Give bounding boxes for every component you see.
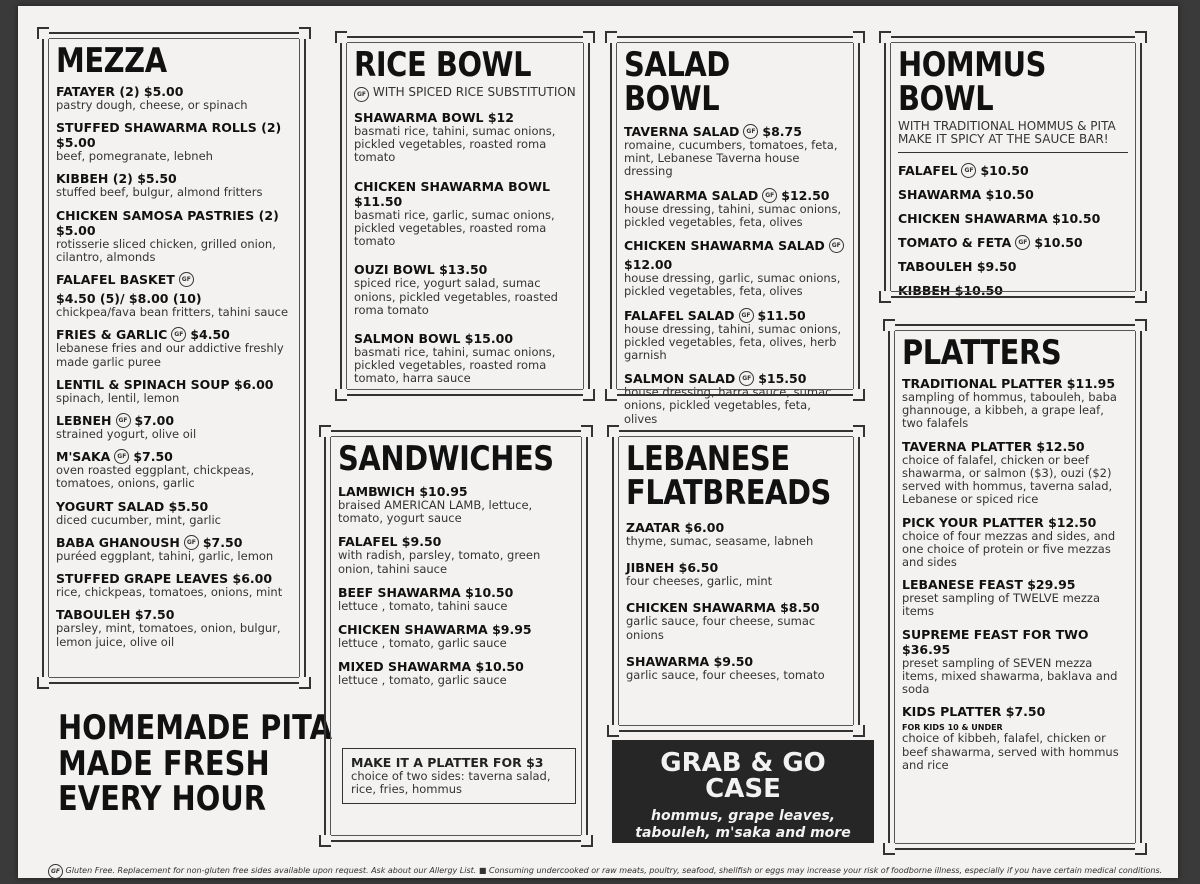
item-description: house dressing, garlic, sumac onions, pickled vegetables, feta, olives [624,271,841,299]
menu-item [338,484,574,525]
item-title: STUFFED SHAWARMA ROLLS (2) $5.00 [56,120,282,151]
gluten-free-icon: GF [961,163,976,178]
item-name [626,654,846,669]
item-name [624,188,846,203]
item-name [898,211,1128,226]
item-name [338,659,574,674]
menu-item [354,331,576,386]
item-description: preset sampling of TWELVE mezza items [902,591,1100,619]
item-title: TOMATO & FETA [898,235,1012,251]
item-name [902,515,1128,530]
menu-item [624,238,846,298]
item-title: KIBBEH (2) $5.50 [56,171,177,187]
item-name [898,187,1128,202]
mezza-section [42,32,306,684]
salad-bowl-list [624,124,846,426]
menu-item [624,124,846,179]
menu-item [624,308,846,363]
gluten-free-icon: GF [116,413,131,428]
item-description: basmati rice, tahini, sumac onions, pickled vegetables, roasted roma tomato [354,124,556,165]
item-title: FATAYER (2) $5.00 [56,84,184,99]
menu-item [56,449,292,490]
item-name [56,272,292,306]
item-name [56,499,292,514]
menu-item [626,560,846,588]
item-title: YOGURT SALAD $5.50 [56,498,209,514]
item-title: BEEF SHAWARMA $10.50 [338,584,514,600]
item-name [338,585,574,600]
item-name [902,376,1128,391]
gluten-free-icon: GF [184,535,199,550]
menu-item [898,283,1128,298]
menu-item [56,171,292,199]
gluten-free-icon: GF [48,864,63,879]
grab-and-go-banner [612,740,874,843]
rice-bowl-title: RICE BOWL [354,45,532,85]
menu-item [624,188,846,229]
menu-item [56,272,292,319]
menu-item [338,622,574,650]
platters-list [902,376,1128,772]
footer-note [48,864,1162,879]
item-description: braised AMERICAN LAMB, lettuce, tomato, yogurt sauce [338,498,533,526]
menu-item [624,371,846,426]
gluten-free-icon: GF [739,308,754,323]
gluten-free-icon: GF [114,449,129,464]
platters-section [888,324,1142,850]
mezza-list [56,84,292,649]
item-title: FALAFEL SALAD [624,307,735,323]
item-note: FOR KIDS 10 & UNDER [902,723,1003,733]
item-price: $4.50 [190,327,230,343]
item-description: chickpea/fava bean fritters, tahini sauce [56,305,289,320]
item-name [56,571,292,586]
item-description: choice of four mezzas and sides, and one choice of protein or five mezzas and sides [902,528,1116,569]
menu-item [902,627,1128,697]
salad-bowl-title: SALAD BOWL [624,45,730,119]
item-price: $10.50 [980,163,1029,179]
menu-item [56,120,292,163]
item-title: CHICKEN SHAWARMA $8.50 [626,600,820,616]
pita-line-1: HOMEMADE PITA [58,708,332,748]
rice-bowl-section [340,36,590,396]
item-description: rotisserie sliced chicken, grilled onion, cilantro, almonds [56,236,276,264]
item-title: SHAWARMA $9.50 [626,653,754,669]
item-price: $7.50 [202,534,243,550]
sandwiches-title: SANDWICHES [338,439,554,479]
item-title: OUZI BOWL $13.50 [354,262,488,278]
flatbreads-title-1: LEBANESE [626,439,790,479]
item-price: $15.50 [758,371,807,387]
item-name [56,327,292,342]
item-description: stuffed beef, bulgur, almond fritters [56,185,263,200]
item-title: TAVERNA SALAD [624,124,740,139]
hommus-subtitle-2: MAKE IT SPICY AT THE SAUCE BAR! [898,132,1109,147]
item-title: SHAWARMA SALAD [624,187,759,203]
hommus-bowl-title: HOMMUS BOWL [898,45,1047,119]
homemade-pita-banner [58,708,332,820]
item-title: LENTIL & SPINACH SOUP $6.00 [56,376,274,392]
item-description: sampling of hommus, tabouleh, baba ghannouge, a kibbeh, a grape leaf, two falafels [902,390,1117,431]
menu-item [56,208,292,264]
menu-item [338,585,574,613]
item-description: with radish, parsley, tomato, green onion, tahini sauce [338,548,541,576]
menu-item [56,413,292,441]
item-description: house dressing, tahini, sumac onions, pickled vegetables, feta, olives, herb garnish [624,321,842,362]
item-name [626,600,846,615]
divider [898,152,1128,153]
item-title: FRIES & GARLIC [56,327,168,343]
menu-item [354,262,576,317]
item-name [902,439,1128,454]
item-description: house dressing, tahini, sumac onions, pickled vegetables, feta, olives [624,201,842,229]
sandwiches-list [338,484,574,688]
menu-item [338,534,574,575]
item-price: $12.50 [781,187,830,203]
item-description: spiced rice, yogurt salad, sumac onions, pickled vegetables, roasted roma tomato [354,276,558,317]
item-name [338,622,574,637]
item-title: SHAWARMA $10.50 [898,187,1034,203]
gluten-free-icon: GF [171,327,186,342]
item-title: BABA GHANOUSH [56,534,180,550]
mezza-title: MEZZA [56,41,167,81]
item-description: rice, chickpeas, tomatoes, onions, mint [56,585,283,600]
rice-bowl-subtitle: GF WITH SPICED RICE SUBSTITUTION [354,86,576,102]
item-price: $4.50 (5)/ $8.00 (10) [56,291,202,307]
item-name [898,235,1128,250]
item-name [902,577,1128,592]
item-name [338,534,574,549]
item-name [626,560,846,575]
platters-title: PLATTERS [902,333,1062,373]
menu-item [338,659,574,687]
item-name [902,704,1128,732]
menu-item [626,600,846,641]
platter-upgrade-title: MAKE IT A PLATTER FOR $3 [351,755,544,770]
item-title: MIXED SHAWARMA $10.50 [338,659,524,675]
menu-item [56,377,292,405]
item-name [624,308,846,323]
item-name [338,484,574,499]
item-description: garlic sauce, four cheeses, tomato [626,667,825,682]
make-it-platter-box [342,748,576,804]
salad-bowl-section [610,36,860,426]
item-description: diced cucumber, mint, garlic [56,512,221,527]
item-name [56,120,292,150]
item-name [898,163,1128,178]
item-name [354,179,576,209]
menu-item [56,571,292,599]
item-title: TAVERNA PLATTER $12.50 [902,438,1085,454]
item-name [902,627,1128,657]
gluten-free-icon: GF [354,87,369,102]
item-description: strained yogurt, olive oil [56,426,197,441]
grab-go-desc-2: tabouleh, m'saka and more [635,824,851,841]
menu-item [898,187,1128,202]
item-title: JIBNEH $6.50 [626,560,719,576]
item-title: TABOULEH $7.50 [56,607,175,623]
item-title: ZAATAR $6.00 [626,520,725,535]
menu-item [354,179,576,249]
menu-item [626,520,846,548]
item-description: romaine, cucumbers, tomatoes, feta, mint, Lebanese Taverna house dressing [624,138,838,179]
item-name [354,331,576,346]
item-name [56,84,292,99]
menu-item [56,499,292,527]
item-title: KIDS PLATTER $7.50 [902,704,1046,720]
item-title: KIBBEH $10.50 [898,283,1003,299]
grab-go-title: GRAB & GO CASE [660,748,826,804]
gluten-free-icon: GF [1015,235,1030,250]
item-title: SALMON BOWL $15.00 [354,330,514,346]
item-title: LEBANESE FEAST $29.95 [902,577,1076,593]
menu-item [902,515,1128,570]
item-title: SUPREME FEAST FOR TWO $36.95 [902,626,1089,657]
item-description: thyme, sumac, seasame, labneh [626,534,814,548]
menu-sheet [18,6,1178,878]
flatbreads-title-2: FLATBREADS [626,473,831,513]
item-description: puréed eggplant, tahini, garlic, lemon [56,548,274,563]
item-description: house dressing, harra sauce, sumac onions, pickled vegetables, feta, olives [624,385,832,426]
menu-item [898,163,1128,178]
item-name [56,377,292,392]
menu-item [902,704,1128,772]
item-name [56,413,292,428]
menu-item [626,654,846,682]
item-name [56,208,292,238]
flatbreads-list [626,520,846,682]
flatbreads-section [612,430,860,732]
item-name [354,110,576,125]
item-title: CHICKEN SHAWARMA $9.95 [338,622,532,638]
item-name [898,259,1128,274]
gluten-free-icon: GF [739,371,754,386]
item-price: $8.75 [762,124,802,139]
hommus-bowl-list [898,163,1128,298]
footer-text: Gluten Free. Replacement for non-gluten free sides available upon request. Ask about our Allergy List. ■ Consuming undercooked or raw meats, poultry, seafood, shellfish or eggs may increase your risk of foodborne illness, especially if you have certain medical conditions. [65,866,1163,875]
item-description: preset sampling of SEVEN mezza items, mixed shawarma, baklava and soda [902,655,1118,697]
item-price: $12.00 [624,257,673,273]
item-description: oven roasted eggplant, chickpeas, tomatoes, onions, garlic [56,463,255,491]
item-title: FALAFEL BASKET [56,272,175,288]
gluten-free-icon: GF [829,238,844,253]
item-description: lettuce , tomato, garlic sauce [338,636,507,651]
menu-item [902,439,1128,507]
item-name [898,283,1128,298]
item-name [56,607,292,622]
item-name [624,238,846,272]
item-title: CHICKEN SHAWARMA SALAD [624,238,825,254]
item-description: basmati rice, garlic, sumac onions, pickled vegetables, roasted roma tomato [354,207,555,249]
item-description: beef, pomegranate, lebneh [56,149,213,164]
item-description: lebanese fries and our addictive freshly made garlic puree [56,341,284,369]
grab-go-desc-1: hommus, grape leaves, [650,808,836,824]
item-name [56,171,292,186]
pita-line-3: EVERY HOUR [58,779,266,820]
item-title: SALMON SALAD [624,371,736,387]
item-title: FALAFEL [898,163,958,179]
item-title: LAMBWICH $10.95 [338,484,468,499]
menu-item [902,376,1128,431]
item-description: lettuce , tomato, tahini sauce [338,598,508,613]
item-title: SHAWARMA BOWL $12 [354,110,514,125]
menu-item [354,110,576,165]
item-description: choice of falafel, chicken or beef shawarma, or salmon ($3), ouzi ($2) served with hommus, taverna salad, Lebanese or spiced rice [902,452,1113,507]
item-name [354,262,576,277]
item-price: $11.50 [757,307,806,323]
item-description: garlic sauce, four cheese, sumac onions [626,614,816,642]
item-title: LEBNEH [56,412,112,428]
menu-item [56,327,292,368]
item-title: PICK YOUR PLATTER $12.50 [902,514,1097,530]
menu-item [898,235,1128,250]
item-title: CHICKEN SAMOSA PASTRIES (2) $5.00 [56,207,279,238]
item-name [56,449,292,464]
item-name [624,371,846,386]
item-title: TRADITIONAL PLATTER $11.95 [902,376,1116,391]
item-price: $7.00 [134,412,175,428]
rice-bowl-list [354,110,576,386]
item-title: CHICKEN SHAWARMA $10.50 [898,211,1101,227]
item-title: FALAFEL $9.50 [338,534,442,550]
item-title: TABOULEH $9.50 [898,259,1017,275]
gluten-free-icon: GF [762,188,777,203]
gluten-free-icon: GF [743,124,758,139]
platter-upgrade-desc: choice of two sides: taverna salad, rice, fries, hommus [351,769,551,796]
menu-item [902,577,1128,618]
item-price: $10.50 [1034,235,1083,251]
item-description: basmati rice, tahini, sumac onions, pickled vegetables, roasted roma tomato, harra sauce [354,344,556,386]
item-name [626,520,846,535]
item-description: choice of kibbeh, falafel, chicken or beef shawarma, served with hommus and rice [902,731,1119,772]
hommus-subtitle-1: WITH TRADITIONAL HOMMUS & PITA [898,119,1116,133]
item-price: $7.50 [133,449,173,465]
item-name [56,535,292,550]
menu-item [56,607,292,648]
item-title: STUFFED GRAPE LEAVES $6.00 [56,571,273,587]
hommus-bowl-section [884,36,1142,298]
item-description: four cheeses, garlic, mint [626,574,773,589]
item-description: pastry dough, cheese, or spinach [56,98,248,112]
menu-item [898,259,1128,274]
menu-item [56,84,292,112]
pita-line-2: MADE FRESH [58,743,270,784]
item-title: M'SAKA [56,449,111,465]
item-description: lettuce , tomato, garlic sauce [338,673,507,688]
item-description: parsley, mint, tomatoes, onion, bulgur, lemon juice, olive oil [56,621,281,649]
menu-item [898,211,1128,226]
item-name [624,124,846,139]
gluten-free-icon: GF [179,272,194,287]
item-title: CHICKEN SHAWARMA BOWL $11.50 [354,178,550,209]
item-description: spinach, lentil, lemon [56,390,180,405]
menu-item [56,535,292,563]
